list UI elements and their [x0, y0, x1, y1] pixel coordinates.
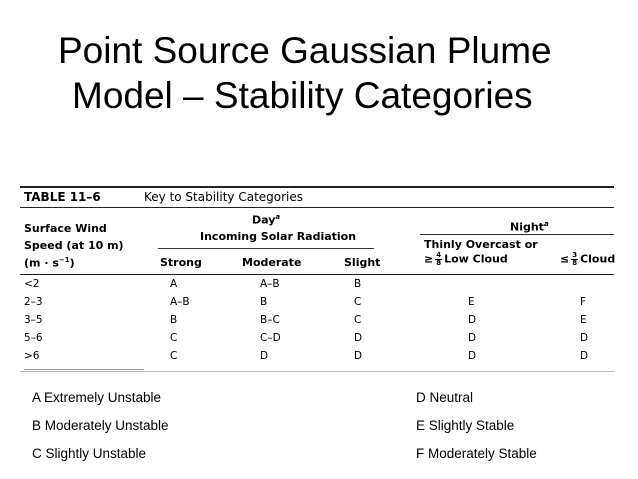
- row-header-line-1: Surface Wind: [24, 222, 107, 235]
- table-caption: Key to Stability Categories: [144, 190, 304, 204]
- day-header-rule: [158, 248, 374, 249]
- cell-moderate: B–C: [260, 314, 280, 326]
- cell-overcast: E: [468, 296, 475, 308]
- legend-item-e: E Slightly Stable: [416, 418, 515, 433]
- cell-speed: 3–5: [24, 314, 43, 326]
- cell-strong: C: [170, 332, 178, 344]
- cell-cloud: F: [580, 296, 587, 308]
- cell-overcast: D: [468, 332, 477, 344]
- row-header-line-3: $(m \cdot s^{-1})$: [24, 256, 75, 270]
- night-overcast-header-line-2: ≥ $\frac{4}{8}$ Low Cloud: [424, 251, 508, 267]
- cell-slight: D: [354, 350, 363, 362]
- legend-item-f: F Moderately Stable: [416, 446, 537, 461]
- row-header-line-2: Speed (at 10 m): [24, 239, 124, 252]
- day-subheader: Incoming Solar Radiation: [200, 230, 357, 243]
- legend-item-a: A Extremely Unstable: [32, 390, 162, 405]
- night-overcast-header-line-1: Thinly Overcast or: [424, 238, 538, 251]
- cell-speed: 2–3: [24, 296, 43, 308]
- night-cloud-header: ≤ $\frac{3}{8}$ Cloud: [560, 251, 616, 267]
- cell-speed: <2: [24, 278, 40, 290]
- stability-table: [20, 186, 614, 374]
- col-header-strong: Strong: [160, 256, 202, 269]
- col-header-slight: Slight: [344, 256, 381, 269]
- cell-speed: 5–6: [24, 332, 43, 344]
- legend-item-d: D Neutral: [416, 390, 474, 405]
- cropped-text-remnant: [24, 369, 144, 370]
- day-header: Day$^a$: [252, 213, 281, 227]
- cell-cloud: E: [580, 314, 587, 326]
- cell-slight: D: [354, 332, 363, 344]
- night-header-rule: [420, 234, 614, 235]
- legend-item-c: C Slightly Unstable: [32, 446, 147, 461]
- cell-strong: C: [170, 350, 178, 362]
- cell-overcast: D: [468, 314, 477, 326]
- table-label: TABLE 11–6: [24, 190, 101, 204]
- legend-item-b: B Moderately Unstable: [32, 418, 169, 433]
- slide-title-line-2: Model – Stability Categories: [72, 75, 533, 116]
- cell-moderate: D: [260, 350, 269, 362]
- cell-slight: B: [354, 278, 362, 290]
- cell-moderate: B: [260, 296, 268, 308]
- cell-cloud: D: [580, 350, 589, 362]
- cell-strong: B: [170, 314, 178, 326]
- slide-title-line-1: Point Source Gaussian Plume: [58, 30, 552, 71]
- cell-overcast: D: [468, 350, 477, 362]
- table-bottom-edge: [20, 371, 614, 372]
- cell-moderate: C–D: [260, 332, 281, 344]
- night-header: Night$^a$: [510, 220, 549, 234]
- slide-title: [58, 28, 552, 118]
- col-header-moderate: Moderate: [242, 256, 302, 269]
- cell-slight: C: [354, 314, 362, 326]
- cell-speed: >6: [24, 350, 40, 362]
- cell-moderate: A–B: [260, 278, 280, 290]
- cell-strong: A: [170, 278, 178, 290]
- cell-strong: A–B: [170, 296, 190, 308]
- cell-slight: C: [354, 296, 362, 308]
- table-top-rule: [20, 186, 614, 188]
- cell-cloud: D: [580, 332, 589, 344]
- table-header-rule: [20, 274, 614, 275]
- table-caption-rule: [20, 207, 614, 208]
